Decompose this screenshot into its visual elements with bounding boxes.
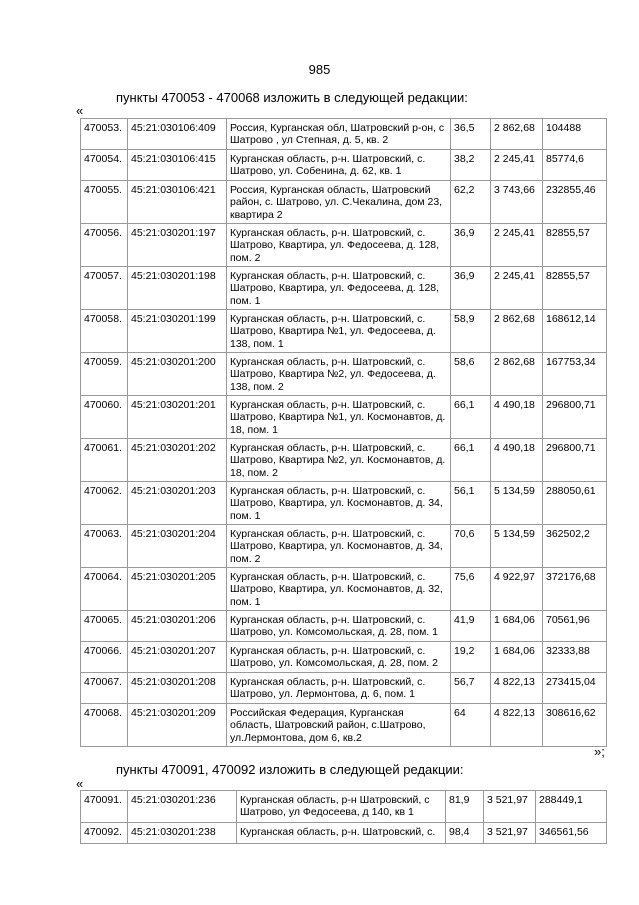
cadastral-value: 273415,04 bbox=[543, 673, 607, 704]
address: Российская Федерация, Курганская область, Шатровский район, с.Шатрово, ул.Лермонтова, дом 6, кв.2 bbox=[227, 704, 451, 747]
address: Россия, Курганская обл, Шатровский р-он, с Шатрово , ул Степная, д. 5, кв. 2 bbox=[227, 119, 451, 150]
rate: 4 922,97 bbox=[491, 568, 543, 611]
row-number: 470066. bbox=[81, 642, 128, 673]
cadastral-number: 45:21:030201:236 bbox=[128, 791, 237, 823]
row-number: 470092. bbox=[81, 823, 128, 844]
cadastral-number: 45:21:030201:208 bbox=[128, 673, 227, 704]
address: Курганская область, р-н. Шатровский, с. Шатрово, Квартира, ул. Космонавтов, д. 34, пом. 2 bbox=[227, 525, 451, 568]
rate: 4 490,18 bbox=[491, 439, 543, 482]
cadastral-value: 85774,6 bbox=[543, 150, 607, 181]
table-row bbox=[81, 482, 607, 525]
cadastral-value: 372176,68 bbox=[543, 568, 607, 611]
page-number: 985 bbox=[308, 62, 331, 77]
cadastral-value: 70561,96 bbox=[543, 611, 607, 642]
cadastral-value: 32333,88 bbox=[543, 642, 607, 673]
address: Курганская область, р-н. Шатровский, с. Шатрово, ул. Комсомольская, д. 28, пом. 2 bbox=[227, 642, 451, 673]
cadastral-number: 45:21:030201:203 bbox=[128, 482, 227, 525]
cadastral-number: 45:21:030201:197 bbox=[128, 224, 227, 267]
address: Курганская область, р-н. Шатровский, с. Шатрово, Квартира, ул. Космонавтов, д. 34, пом. 1 bbox=[227, 482, 451, 525]
table-row bbox=[81, 791, 607, 823]
address: Курганская область, р-н. Шатровский, с. Шатрово, ул. Собенина, д. 62, кв. 1 bbox=[227, 150, 451, 181]
area: 64 bbox=[451, 704, 491, 747]
row-number: 470057. bbox=[81, 267, 128, 310]
area: 75,6 bbox=[451, 568, 491, 611]
rate: 2 245,41 bbox=[491, 267, 543, 310]
table-row bbox=[81, 642, 607, 673]
cadastral-value: 346561,56 bbox=[536, 823, 607, 844]
row-number: 470058. bbox=[81, 310, 128, 353]
table-row bbox=[81, 704, 607, 747]
table-row bbox=[81, 119, 607, 150]
opening-quote-1: « bbox=[76, 103, 84, 118]
cadastral-value: 362502,2 bbox=[543, 525, 607, 568]
cadastral-number: 45:21:030201:201 bbox=[128, 396, 227, 439]
area: 56,7 bbox=[451, 673, 491, 704]
cadastral-value: 288449,1 bbox=[536, 791, 607, 823]
table-row bbox=[81, 673, 607, 704]
row-number: 470091. bbox=[81, 791, 128, 823]
intro-text-1: пункты 470053 - 470068 изложить в следующей редакции: bbox=[116, 90, 468, 105]
rate: 2 862,68 bbox=[491, 353, 543, 396]
rate: 2 245,41 bbox=[491, 224, 543, 267]
cadastral-number: 45:21:030201:202 bbox=[128, 439, 227, 482]
cadastral-value: 168612,14 bbox=[543, 310, 607, 353]
cadastral-number: 45:21:030201:238 bbox=[128, 823, 237, 844]
cadastral-number: 45:21:030201:204 bbox=[128, 525, 227, 568]
rate: 2 862,68 bbox=[491, 310, 543, 353]
table-row bbox=[81, 823, 607, 844]
rate: 3 521,97 bbox=[484, 823, 536, 844]
row-number: 470061. bbox=[81, 439, 128, 482]
cadastral-number: 45:21:030201:205 bbox=[128, 568, 227, 611]
table-row bbox=[81, 568, 607, 611]
table-row bbox=[81, 224, 607, 267]
cadastral-number: 45:21:030106:421 bbox=[128, 181, 227, 224]
cadastral-value: 296800,71 bbox=[543, 439, 607, 482]
area: 36,5 bbox=[451, 119, 491, 150]
area: 58,9 bbox=[451, 310, 491, 353]
table-row bbox=[81, 267, 607, 310]
table-row bbox=[81, 310, 607, 353]
cadastral-number: 45:21:030106:415 bbox=[128, 150, 227, 181]
land-records-table-1 bbox=[80, 118, 607, 747]
area: 98,4 bbox=[446, 823, 484, 844]
area: 41,9 bbox=[451, 611, 491, 642]
cadastral-number: 45:21:030201:200 bbox=[128, 353, 227, 396]
rate: 2 862,68 bbox=[491, 119, 543, 150]
cadastral-value: 104488 bbox=[543, 119, 607, 150]
area: 81,9 bbox=[446, 791, 484, 823]
address: Курганская область, р-н. Шатровский, с. Шатрово, Квартира, ул. Федосеева, д. 128, пом. 1 bbox=[227, 267, 451, 310]
area: 19,2 bbox=[451, 642, 491, 673]
row-number: 470064. bbox=[81, 568, 128, 611]
row-number: 470067. bbox=[81, 673, 128, 704]
cadastral-value: 288050,61 bbox=[543, 482, 607, 525]
cadastral-value: 167753,34 bbox=[543, 353, 607, 396]
area: 38,2 bbox=[451, 150, 491, 181]
row-number: 470059. bbox=[81, 353, 128, 396]
area: 36,9 bbox=[451, 267, 491, 310]
area: 66,1 bbox=[451, 396, 491, 439]
address: Курганская область, р-н. Шатровский, с. Шатрово, Квартира №1, ул. Космонавтов, д. 18, пом. 1 bbox=[227, 396, 451, 439]
area: 66,1 bbox=[451, 439, 491, 482]
table-row bbox=[81, 439, 607, 482]
area: 58,6 bbox=[451, 353, 491, 396]
row-number: 470056. bbox=[81, 224, 128, 267]
cadastral-value: 232855,46 bbox=[543, 181, 607, 224]
opening-quote-2: « bbox=[76, 776, 84, 791]
row-number: 470054. bbox=[81, 150, 128, 181]
address: Курганская область, р-н. Шатровский, с. Шатрово, Квартира, ул. Федосеева, д. 128, пом. 2 bbox=[227, 224, 451, 267]
address: Курганская область, р-н. Шатровский, с. Шатрово, Квартира, ул. Космонавтов, д. 32, пом. 1 bbox=[227, 568, 451, 611]
cadastral-value: 308616,62 bbox=[543, 704, 607, 747]
rate: 4 490,18 bbox=[491, 396, 543, 439]
area: 36,9 bbox=[451, 224, 491, 267]
row-number: 470062. bbox=[81, 482, 128, 525]
row-number: 470068. bbox=[81, 704, 128, 747]
row-number: 470055. bbox=[81, 181, 128, 224]
row-number: 470065. bbox=[81, 611, 128, 642]
cadastral-number: 45:21:030201:206 bbox=[128, 611, 227, 642]
area: 62,2 bbox=[451, 181, 491, 224]
rate: 2 245,41 bbox=[491, 150, 543, 181]
address: Курганская область, р-н. Шатровский, с. Шатрово, Квартира №2, ул. Федосеева, д. 138, пом. 2 bbox=[227, 353, 451, 396]
rate: 5 134,59 bbox=[491, 482, 543, 525]
cadastral-value: 296800,71 bbox=[543, 396, 607, 439]
address: Курганская область, р-н. Шатровский, с. Шатрово, ул. Комсомольская, д. 28, пом. 1 bbox=[227, 611, 451, 642]
table-row bbox=[81, 181, 607, 224]
rate: 1 684,06 bbox=[491, 642, 543, 673]
table-row bbox=[81, 353, 607, 396]
rate: 3 521,97 bbox=[484, 791, 536, 823]
cadastral-number: 45:21:030201:207 bbox=[128, 642, 227, 673]
cadastral-number: 45:21:030106:409 bbox=[128, 119, 227, 150]
row-number: 470053. bbox=[81, 119, 128, 150]
area: 56,1 bbox=[451, 482, 491, 525]
cadastral-value: 82855,57 bbox=[543, 224, 607, 267]
cadastral-number: 45:21:030201:209 bbox=[128, 704, 227, 747]
rate: 3 743,66 bbox=[491, 181, 543, 224]
intro-text-2: пункты 470091, 470092 изложить в следующей редакции: bbox=[116, 762, 464, 777]
rate: 5 134,59 bbox=[491, 525, 543, 568]
rate: 4 822,13 bbox=[491, 704, 543, 747]
address: Курганская область, р-н. Шатровский, с. bbox=[237, 823, 446, 844]
closing-quote-1: »; bbox=[594, 744, 605, 759]
cadastral-value: 82855,57 bbox=[543, 267, 607, 310]
table-row bbox=[81, 611, 607, 642]
area: 70,6 bbox=[451, 525, 491, 568]
table-row bbox=[81, 525, 607, 568]
row-number: 470060. bbox=[81, 396, 128, 439]
table-row bbox=[81, 396, 607, 439]
land-records-table-2 bbox=[80, 790, 607, 844]
address: Курганская область, р-н Шатровский, с Шатрово, ул Федосеева, д 140, кв 1 bbox=[237, 791, 446, 823]
row-number: 470063. bbox=[81, 525, 128, 568]
address: Курганская область, р-н. Шатровский, с. Шатрово, ул. Лермонтова, д. 6, пом. 1 bbox=[227, 673, 451, 704]
table-row bbox=[81, 150, 607, 181]
address: Курганская область, р-н. Шатровский, с. Шатрово, Квартира №2, ул. Космонавтов, д. 18, пом. 2 bbox=[227, 439, 451, 482]
cadastral-number: 45:21:030201:199 bbox=[128, 310, 227, 353]
address: Россия, Курганская область, Шатровский район, с. Шатрово, ул. С.Чекалина, дом 23, квартира 2 bbox=[227, 181, 451, 224]
cadastral-number: 45:21:030201:198 bbox=[128, 267, 227, 310]
rate: 4 822,13 bbox=[491, 673, 543, 704]
address: Курганская область, р-н. Шатровский, с. Шатрово, Квартира №1, ул. Федосеева, д. 138, пом. 1 bbox=[227, 310, 451, 353]
rate: 1 684,06 bbox=[491, 611, 543, 642]
